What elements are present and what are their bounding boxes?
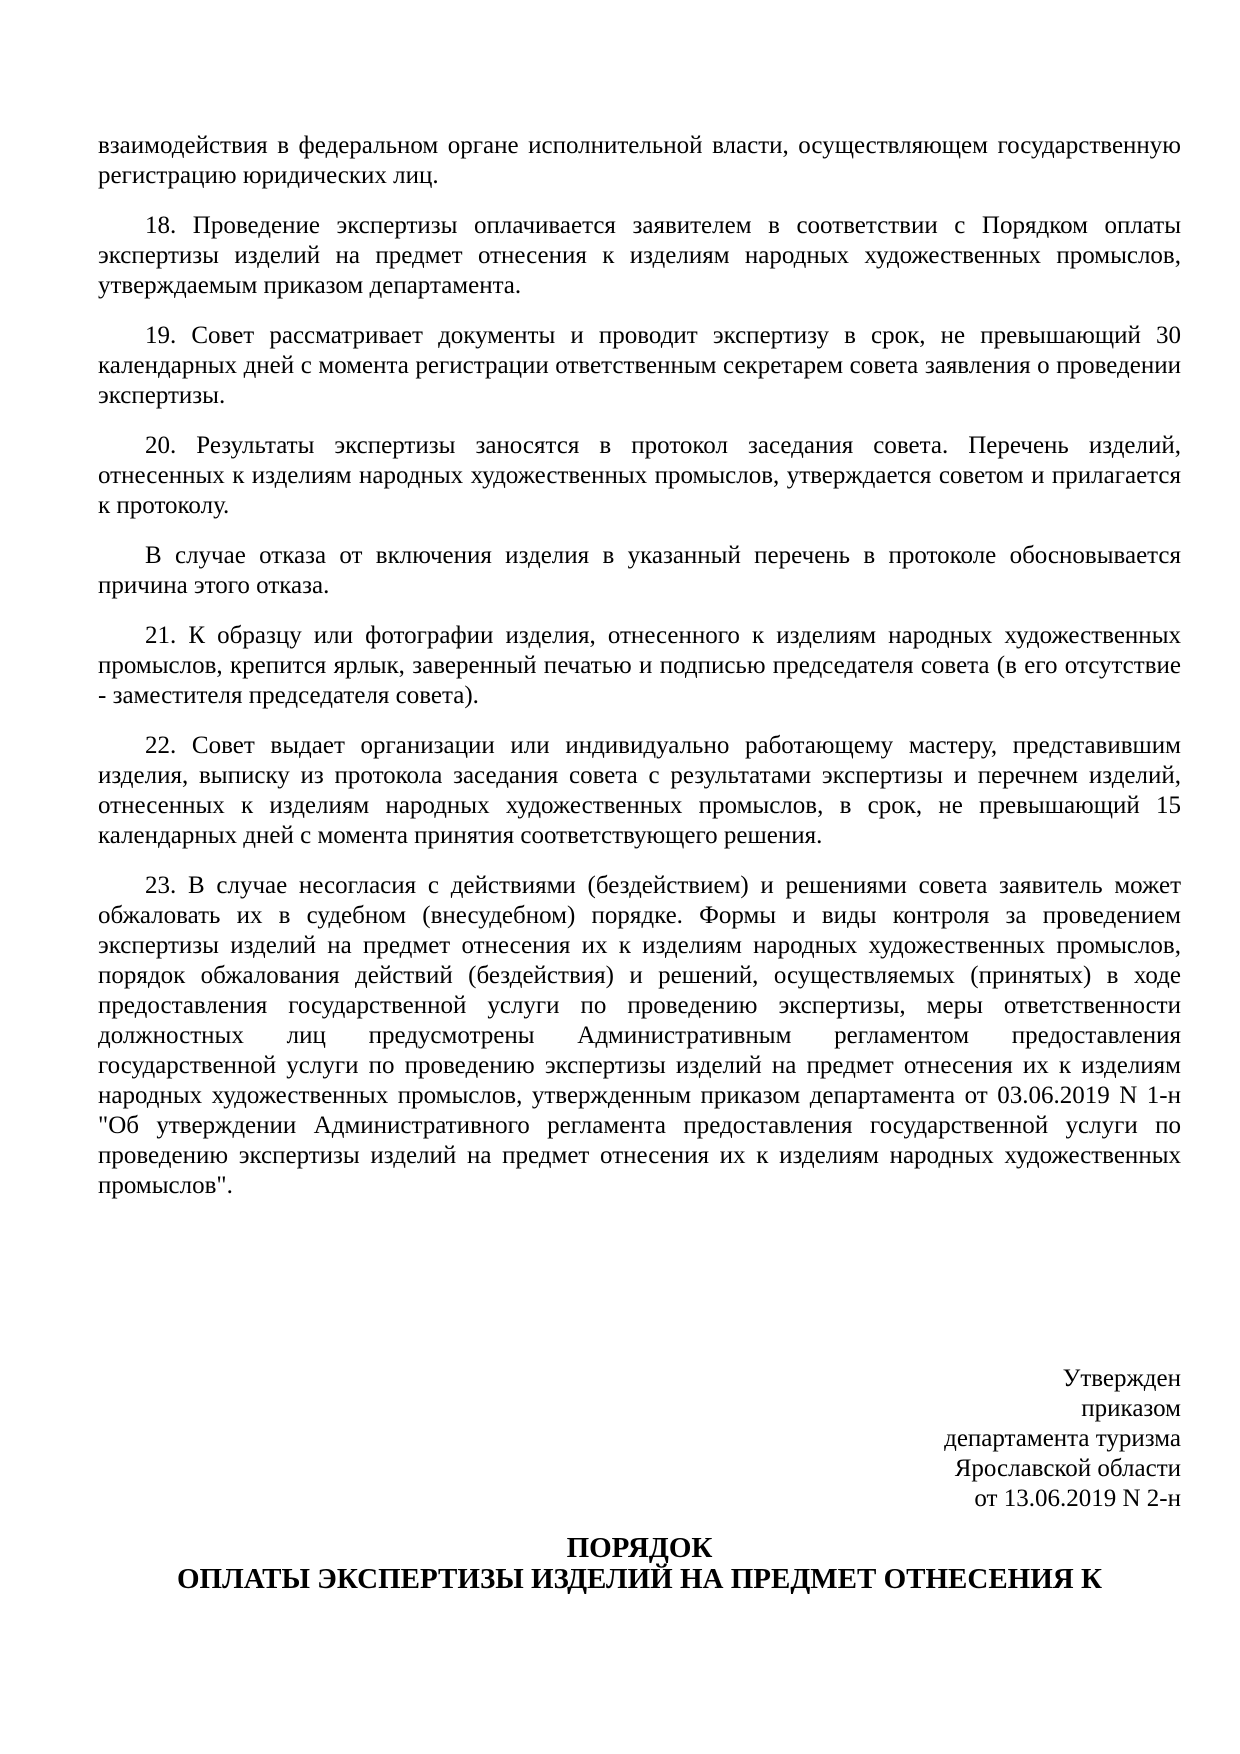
section-title-line2: ОПЛАТЫ ЭКСПЕРТИЗЫ ИЗДЕЛИЙ НА ПРЕДМЕТ ОТНЕСЕНИЯ К [176, 1563, 1103, 1595]
paragraph: В случае отказа от включения изделия в указанный перечень в протоколе обосновывается причина этого отказа. [98, 542, 1181, 599]
paragraph: 20. Результаты экспертизы заносятся в протокол заседания совета. Перечень изделий, отнесенных к изделиям народных художественных промыслов, утверждается советом и прилагается к протоколу. [98, 432, 1181, 519]
paragraph: 18. Проведение экспертизы оплачивается заявителем в соответствии с Порядком оплаты экспертизы изделий на предмет отнесения к изделиям народных художественных промыслов, утверждаемым приказом департамента. [98, 212, 1181, 299]
paragraph: взаимодействия в федеральном органе исполнительной власти, осуществляющем государственную регистрацию юридических лиц. [98, 132, 1181, 189]
approval-line: приказом [1081, 1395, 1181, 1422]
paragraph: 19. Совет рассматривает документы и проводит экспертизу в срок, не превышающий 30 календарных дней с момента регистрации ответственным секретарем совета заявления о проведении экспертизы. [98, 322, 1181, 409]
paragraph: 23. В случае несогласия с действиями (бездействием) и решениями совета заявитель может обжаловать их в судебном (внесудебном) порядке. Формы и виды контроля за проведением экспертизы изделий на предмет отнесения их к изделиям народных художественных промыслов, порядок обжалования действий (бездействия) и решений, осуществляемых (принятых) в ходе предоставления государственной услуги по проведению экспертизы, меры ответственности должностных лиц предусмотрены Административным регламентом предоставления государственной услуги по проведению экспертизы изделий на предмет отнесения их к изделиям народных художественных промыслов, утвержденным приказом департамента от 03.06.2019 N 1-н "Об утверждении Административного регламента предоставления государственной услуги по проведению экспертизы изделий на предмет отнесения их к изделиям народных художественных промыслов". [98, 872, 1181, 1199]
approval-line: департамента туризма [944, 1425, 1181, 1452]
approval-block [944, 1364, 1181, 1514]
approval-line: Ярославской области [954, 1455, 1181, 1482]
document-body [98, 131, 1181, 1221]
section-title [98, 1533, 1181, 1595]
approval-line: Утвержден [1062, 1365, 1181, 1392]
paragraph: 22. Совет выдает организации или индивидуально работающему мастеру, представившим изделия, выписку из протокола заседания совета с результатами экспертизы и перечнем изделий, отнесенных к изделиям народных художественных промыслов, в срок, не превышающий 15 календарных дней с момента принятия соответствующего решения. [98, 732, 1181, 849]
section-title-line1: ПОРЯДОК [566, 1532, 713, 1564]
paragraph: 21. К образцу или фотографии изделия, отнесенного к изделиям народных художественных промыслов, крепится ярлык, заверенный печатью и подписью председателя совета (в его отсутствие - заместителя председателя совета). [98, 622, 1181, 709]
approval-line: от 13.06.2019 N 2-н [974, 1485, 1181, 1512]
